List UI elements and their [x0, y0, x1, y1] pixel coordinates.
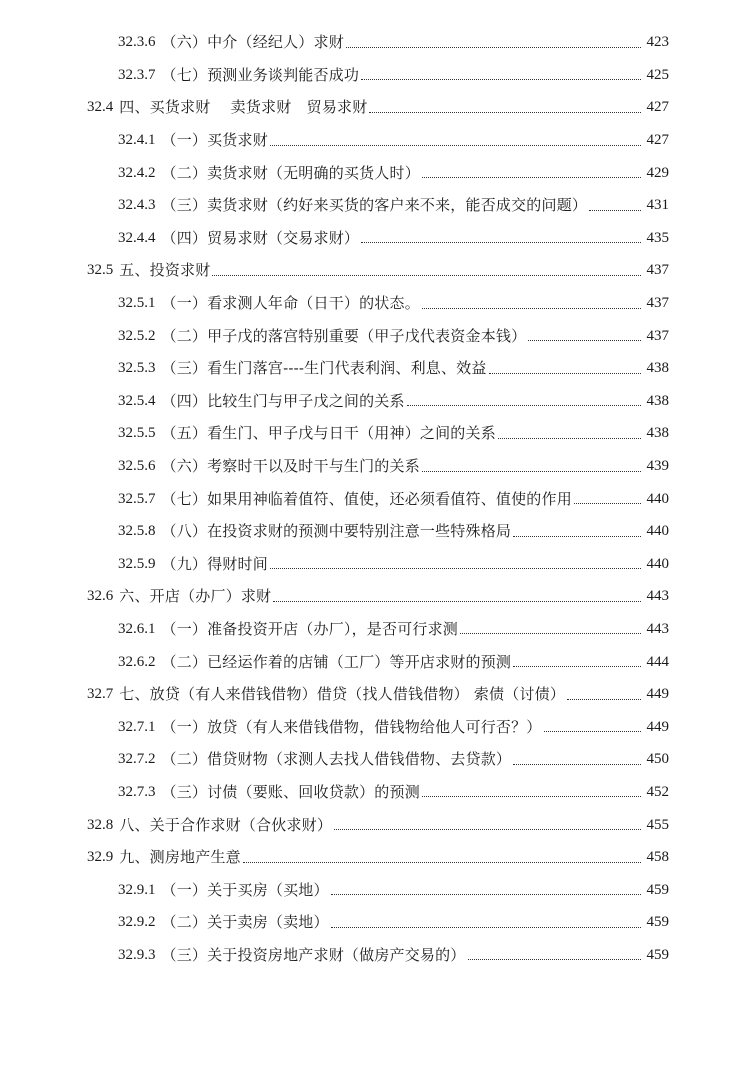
- toc-entry-number: 32.9.3: [118, 946, 156, 963]
- toc-entry-page-number: 437: [646, 327, 669, 344]
- toc-entry-number: 32.6.2: [118, 653, 156, 670]
- toc-entry-title: （一）准备投资开店（办厂），是否可行求测: [161, 619, 459, 638]
- toc-entry-page-number: 437: [646, 262, 669, 279]
- toc-entry-number: 32.4.3: [118, 197, 156, 214]
- toc-entry-title: （四）比较生门与甲子戊之间的关系: [161, 391, 405, 410]
- toc-entry-title: （六）考察时干以及时干与生门的关系: [161, 457, 420, 476]
- toc-entry-number: 32.9.1: [118, 881, 156, 898]
- toc-entry-title: （八）在投资求财的预测中要特别注意一些特殊格局: [161, 522, 512, 541]
- dot-leader: [422, 176, 641, 178]
- toc-entry-page-number: 427: [646, 99, 669, 116]
- toc-entry-page-number: 438: [646, 392, 669, 409]
- dot-leader: [407, 404, 641, 406]
- toc-entry[interactable]: [0, 906, 669, 939]
- toc-entry-number: 32.6.1: [118, 620, 156, 637]
- toc-entry[interactable]: [0, 808, 669, 841]
- toc-entry-title: 五、投资求财: [119, 261, 211, 280]
- dot-leader: [589, 209, 641, 211]
- toc-entry-number: 32.3.6: [118, 34, 156, 51]
- toc-entry[interactable]: [0, 613, 669, 646]
- toc-entry-title: （三）关于投资房地产求财（做房产交易的）: [161, 945, 466, 964]
- toc-entry-number: 32.7: [87, 686, 114, 703]
- toc-entry-page-number: 440: [646, 555, 669, 572]
- toc-entry-page-number: 440: [646, 490, 669, 507]
- toc-entry-number: 32.4.1: [118, 132, 156, 149]
- toc-entry-number: 32.5.3: [118, 360, 156, 377]
- toc-entry-title: 四、买货求财 卖货求财 贸易求财: [119, 98, 368, 117]
- dot-leader: [468, 958, 641, 960]
- toc-entry-title: （二）已经运作着的店铺（工厂）等开店求财的预测: [161, 652, 512, 671]
- toc-entry-number: 32.3.7: [118, 66, 156, 83]
- toc-entry-title: （四）贸易求财（交易求财）: [161, 228, 360, 247]
- dot-leader: [361, 241, 641, 243]
- toc-entry[interactable]: [0, 417, 669, 450]
- dot-leader: [334, 828, 641, 830]
- toc-entry[interactable]: [0, 287, 669, 320]
- toc-entry[interactable]: [0, 710, 669, 743]
- dot-leader: [567, 698, 641, 700]
- toc-entry-number: 32.7.3: [118, 783, 156, 800]
- toc-entry-page-number: 458: [646, 849, 669, 866]
- dot-leader: [369, 111, 641, 113]
- toc-entry-page-number: 427: [646, 132, 669, 149]
- toc-entry[interactable]: [0, 319, 669, 352]
- toc-entry-number: 32.6: [87, 588, 114, 605]
- toc-entry-title: （一）放贷（有人来借钱借物，借钱物给他人可行否？）: [161, 717, 542, 736]
- toc-entry-page-number: 423: [646, 34, 669, 51]
- toc-entry-page-number: 455: [646, 816, 669, 833]
- toc-entry-title: （二）借贷财物（求测人去找人借钱借物、去贷款）: [161, 750, 512, 769]
- toc-entry[interactable]: [0, 743, 669, 776]
- toc-entry-page-number: 440: [646, 523, 669, 540]
- toc-entry-page-number: 425: [646, 66, 669, 83]
- toc-entry-page-number: 438: [646, 360, 669, 377]
- toc-entry[interactable]: [0, 254, 669, 287]
- dot-leader: [513, 763, 641, 765]
- toc-entry[interactable]: [0, 59, 669, 92]
- dot-leader: [574, 502, 641, 504]
- toc-entry-title: （三）卖货求财（约好来买货的客户来不来，能否成交的问题）: [161, 196, 588, 215]
- dot-leader: [346, 46, 641, 48]
- toc-entry-number: 32.4.2: [118, 164, 156, 181]
- toc-entry-page-number: 429: [646, 164, 669, 181]
- toc-entry-number: 32.5.1: [118, 295, 156, 312]
- dot-leader: [331, 893, 641, 895]
- toc-entry-number: 32.5.4: [118, 392, 156, 409]
- toc-entry-title: 八、关于合作求财（合伙求财）: [119, 815, 333, 834]
- toc-entry-number: 32.4.4: [118, 229, 156, 246]
- toc-entry[interactable]: [0, 873, 669, 906]
- toc-entry[interactable]: [0, 385, 669, 418]
- dot-leader: [243, 861, 641, 863]
- toc-entry[interactable]: [0, 515, 669, 548]
- table-of-contents: [0, 26, 742, 971]
- toc-entry-title: （二）关于卖房（卖地）: [161, 913, 329, 932]
- toc-entry[interactable]: [0, 91, 669, 124]
- toc-entry-title: （一）关于买房（买地）: [161, 880, 329, 899]
- dot-leader: [489, 372, 641, 374]
- toc-entry-number: 32.5.2: [118, 327, 156, 344]
- toc-entry-title: （二）卖货求财（无明确的买货人时）: [161, 163, 420, 182]
- toc-entry-page-number: 444: [646, 653, 669, 670]
- toc-entry-number: 32.5: [87, 262, 114, 279]
- toc-entry-page-number: 450: [646, 751, 669, 768]
- toc-entry-title: （七）预测业务谈判能否成功: [161, 65, 360, 84]
- toc-entry-title: （一）买货求财: [161, 131, 268, 150]
- dot-leader: [498, 437, 641, 439]
- toc-entry[interactable]: [0, 580, 669, 613]
- toc-entry-number: 32.5.7: [118, 490, 156, 507]
- toc-entry-title: 九、测房地产生意: [119, 848, 241, 867]
- dot-leader: [528, 339, 641, 341]
- toc-entry-number: 32.5.8: [118, 523, 156, 540]
- toc-entry-title: （九）得财时间: [161, 554, 268, 573]
- toc-entry-page-number: 459: [646, 946, 669, 963]
- toc-entry[interactable]: [0, 450, 669, 483]
- toc-entry[interactable]: [0, 189, 669, 222]
- toc-entry-number: 32.5.6: [118, 458, 156, 475]
- toc-entry-title: （三）看生门落宫----生门代表利润、利息、效益: [161, 359, 487, 378]
- toc-entry[interactable]: [0, 482, 669, 515]
- toc-entry-page-number: 449: [646, 686, 669, 703]
- toc-entry[interactable]: [0, 156, 669, 189]
- toc-entry-title: （七）如果用神临着值符、值使，还必须看值符、值使的作用: [161, 489, 572, 508]
- toc-entry-page-number: 443: [646, 588, 669, 605]
- toc-entry-title: （一）看求测人年命（日干）的状态。: [161, 294, 420, 313]
- dot-leader: [513, 665, 641, 667]
- toc-entry-number: 32.7.2: [118, 751, 156, 768]
- toc-entry-page-number: 435: [646, 229, 669, 246]
- toc-entry-number: 32.5.5: [118, 425, 156, 442]
- toc-entry-title: （五）看生门、甲子戊与日干（用神）之间的关系: [161, 424, 496, 443]
- dot-leader: [422, 307, 641, 309]
- dot-leader: [544, 730, 641, 732]
- toc-entry[interactable]: [0, 124, 669, 157]
- toc-entry[interactable]: [0, 548, 669, 581]
- toc-entry[interactable]: [0, 776, 669, 809]
- toc-entry-title: （二）甲子戊的落宫特别重要（甲子戊代表资金本钱）: [161, 326, 527, 345]
- toc-entry[interactable]: [0, 222, 669, 255]
- toc-entry[interactable]: [0, 939, 669, 972]
- toc-entry-title: 七、放贷（有人来借钱借物）借贷（找人借钱借物） 索债（讨债）: [119, 685, 566, 704]
- toc-entry-page-number: 443: [646, 620, 669, 637]
- toc-entry-title: 六、开店（办厂）求财: [119, 587, 272, 606]
- toc-entry[interactable]: [0, 678, 669, 711]
- toc-entry-page-number: 438: [646, 425, 669, 442]
- toc-entry-number: 32.9: [87, 849, 114, 866]
- toc-entry-number: 32.4: [87, 99, 114, 116]
- toc-entry-page-number: 437: [646, 295, 669, 312]
- toc-entry-title: （六）中介（经纪人）求财: [161, 33, 344, 52]
- toc-entry-page-number: 459: [646, 881, 669, 898]
- toc-entry-number: 32.5.9: [118, 555, 156, 572]
- dot-leader: [513, 535, 641, 537]
- dot-leader: [331, 926, 641, 928]
- toc-entry[interactable]: [0, 841, 669, 874]
- toc-entry-page-number: 452: [646, 783, 669, 800]
- toc-entry-title: （三）讨债（要账、回收贷款）的预测: [161, 782, 420, 801]
- dot-leader: [422, 795, 641, 797]
- toc-entry[interactable]: [0, 645, 669, 678]
- dot-leader: [270, 567, 641, 569]
- toc-entry-page-number: 459: [646, 914, 669, 931]
- toc-entry-page-number: 431: [646, 197, 669, 214]
- dot-leader: [460, 632, 641, 634]
- dot-leader: [270, 144, 641, 146]
- toc-entry-page-number: 449: [646, 718, 669, 735]
- dot-leader: [422, 470, 641, 472]
- toc-entry-number: 32.8: [87, 816, 114, 833]
- toc-entry-page-number: 439: [646, 458, 669, 475]
- toc-entry[interactable]: [0, 26, 669, 59]
- toc-entry[interactable]: [0, 352, 669, 385]
- dot-leader: [212, 274, 641, 276]
- dot-leader: [273, 600, 641, 602]
- toc-entry-number: 32.9.2: [118, 914, 156, 931]
- toc-entry-number: 32.7.1: [118, 718, 156, 735]
- dot-leader: [361, 78, 641, 80]
